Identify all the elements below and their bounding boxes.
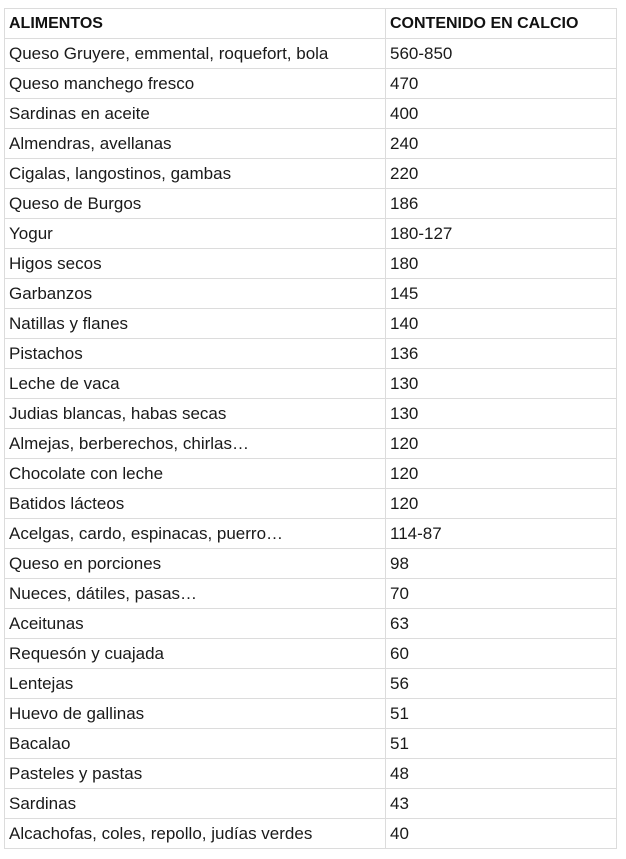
calcium-value-cell: 120 — [386, 429, 617, 459]
food-name-cell: Natillas y flanes — [5, 309, 386, 339]
food-name-cell: Queso Gruyere, emmental, roquefort, bola — [5, 39, 386, 69]
food-name-cell: Queso de Burgos — [5, 189, 386, 219]
table-row — [5, 459, 617, 489]
calcium-value-cell: 120 — [386, 489, 617, 519]
food-name-cell: Requesón y cuajada — [5, 639, 386, 669]
table-row — [5, 789, 617, 819]
calcium-value-cell: 400 — [386, 99, 617, 129]
food-name-cell: Bacalao — [5, 729, 386, 759]
calcium-value-cell: 51 — [386, 729, 617, 759]
food-name-cell: Alcachofas, coles, repollo, judías verdes — [5, 819, 386, 849]
calcium-value-cell: 51 — [386, 699, 617, 729]
calcium-value-cell: 48 — [386, 759, 617, 789]
calcium-value-cell: 470 — [386, 69, 617, 99]
calcium-value-cell: 120 — [386, 459, 617, 489]
food-name-cell: Yogur — [5, 219, 386, 249]
calcium-value-cell: 63 — [386, 609, 617, 639]
food-name-cell: Nueces, dátiles, pasas… — [5, 579, 386, 609]
table-row — [5, 609, 617, 639]
table-row — [5, 219, 617, 249]
food-name-cell: Judias blancas, habas secas — [5, 399, 386, 429]
food-name-cell: Aceitunas — [5, 609, 386, 639]
food-name-cell: Sardinas en aceite — [5, 99, 386, 129]
table-row — [5, 279, 617, 309]
food-name-cell: Higos secos — [5, 249, 386, 279]
table-row — [5, 159, 617, 189]
food-name-cell: Almejas, berberechos, chirlas… — [5, 429, 386, 459]
food-name-cell: Cigalas, langostinos, gambas — [5, 159, 386, 189]
food-name-cell: Acelgas, cardo, espinacas, puerro… — [5, 519, 386, 549]
table-row — [5, 189, 617, 219]
table-header-row — [5, 9, 617, 39]
calcium-value-cell: 40 — [386, 819, 617, 849]
food-name-cell: Huevo de gallinas — [5, 699, 386, 729]
calcium-value-cell: 60 — [386, 639, 617, 669]
food-name-cell: Sardinas — [5, 789, 386, 819]
food-name-cell: Chocolate con leche — [5, 459, 386, 489]
table-row — [5, 819, 617, 849]
calcium-value-cell: 560-850 — [386, 39, 617, 69]
table-row — [5, 399, 617, 429]
calcium-value-cell: 130 — [386, 399, 617, 429]
calcium-value-cell: 43 — [386, 789, 617, 819]
header-contenido-calcio: CONTENIDO EN CALCIO — [386, 9, 617, 39]
calcium-value-cell: 240 — [386, 129, 617, 159]
calcium-value-cell: 145 — [386, 279, 617, 309]
table-body — [5, 39, 617, 849]
calcium-value-cell: 186 — [386, 189, 617, 219]
table-row — [5, 729, 617, 759]
calcium-value-cell: 180 — [386, 249, 617, 279]
table-row — [5, 669, 617, 699]
calcium-value-cell: 136 — [386, 339, 617, 369]
calcium-value-cell: 220 — [386, 159, 617, 189]
header-alimentos: ALIMENTOS — [5, 9, 386, 39]
food-name-cell: Queso manchego fresco — [5, 69, 386, 99]
food-name-cell: Almendras, avellanas — [5, 129, 386, 159]
calcium-value-cell: 130 — [386, 369, 617, 399]
table-row — [5, 579, 617, 609]
table-row — [5, 549, 617, 579]
calcium-value-cell: 70 — [386, 579, 617, 609]
table-row — [5, 489, 617, 519]
calcium-value-cell: 114-87 — [386, 519, 617, 549]
table-row — [5, 69, 617, 99]
food-name-cell: Pistachos — [5, 339, 386, 369]
table-row — [5, 429, 617, 459]
table-row — [5, 249, 617, 279]
calcium-table — [4, 8, 617, 849]
food-name-cell: Leche de vaca — [5, 369, 386, 399]
calcium-value-cell: 180-127 — [386, 219, 617, 249]
calcium-table-container — [4, 8, 616, 849]
food-name-cell: Pasteles y pastas — [5, 759, 386, 789]
food-name-cell: Garbanzos — [5, 279, 386, 309]
calcium-value-cell: 98 — [386, 549, 617, 579]
table-row — [5, 99, 617, 129]
calcium-value-cell: 140 — [386, 309, 617, 339]
food-name-cell: Queso en porciones — [5, 549, 386, 579]
table-row — [5, 699, 617, 729]
calcium-value-cell: 56 — [386, 669, 617, 699]
food-name-cell: Batidos lácteos — [5, 489, 386, 519]
table-row — [5, 369, 617, 399]
table-row — [5, 39, 617, 69]
table-row — [5, 339, 617, 369]
table-row — [5, 129, 617, 159]
table-row — [5, 309, 617, 339]
table-row — [5, 519, 617, 549]
food-name-cell: Lentejas — [5, 669, 386, 699]
table-row — [5, 639, 617, 669]
table-row — [5, 759, 617, 789]
